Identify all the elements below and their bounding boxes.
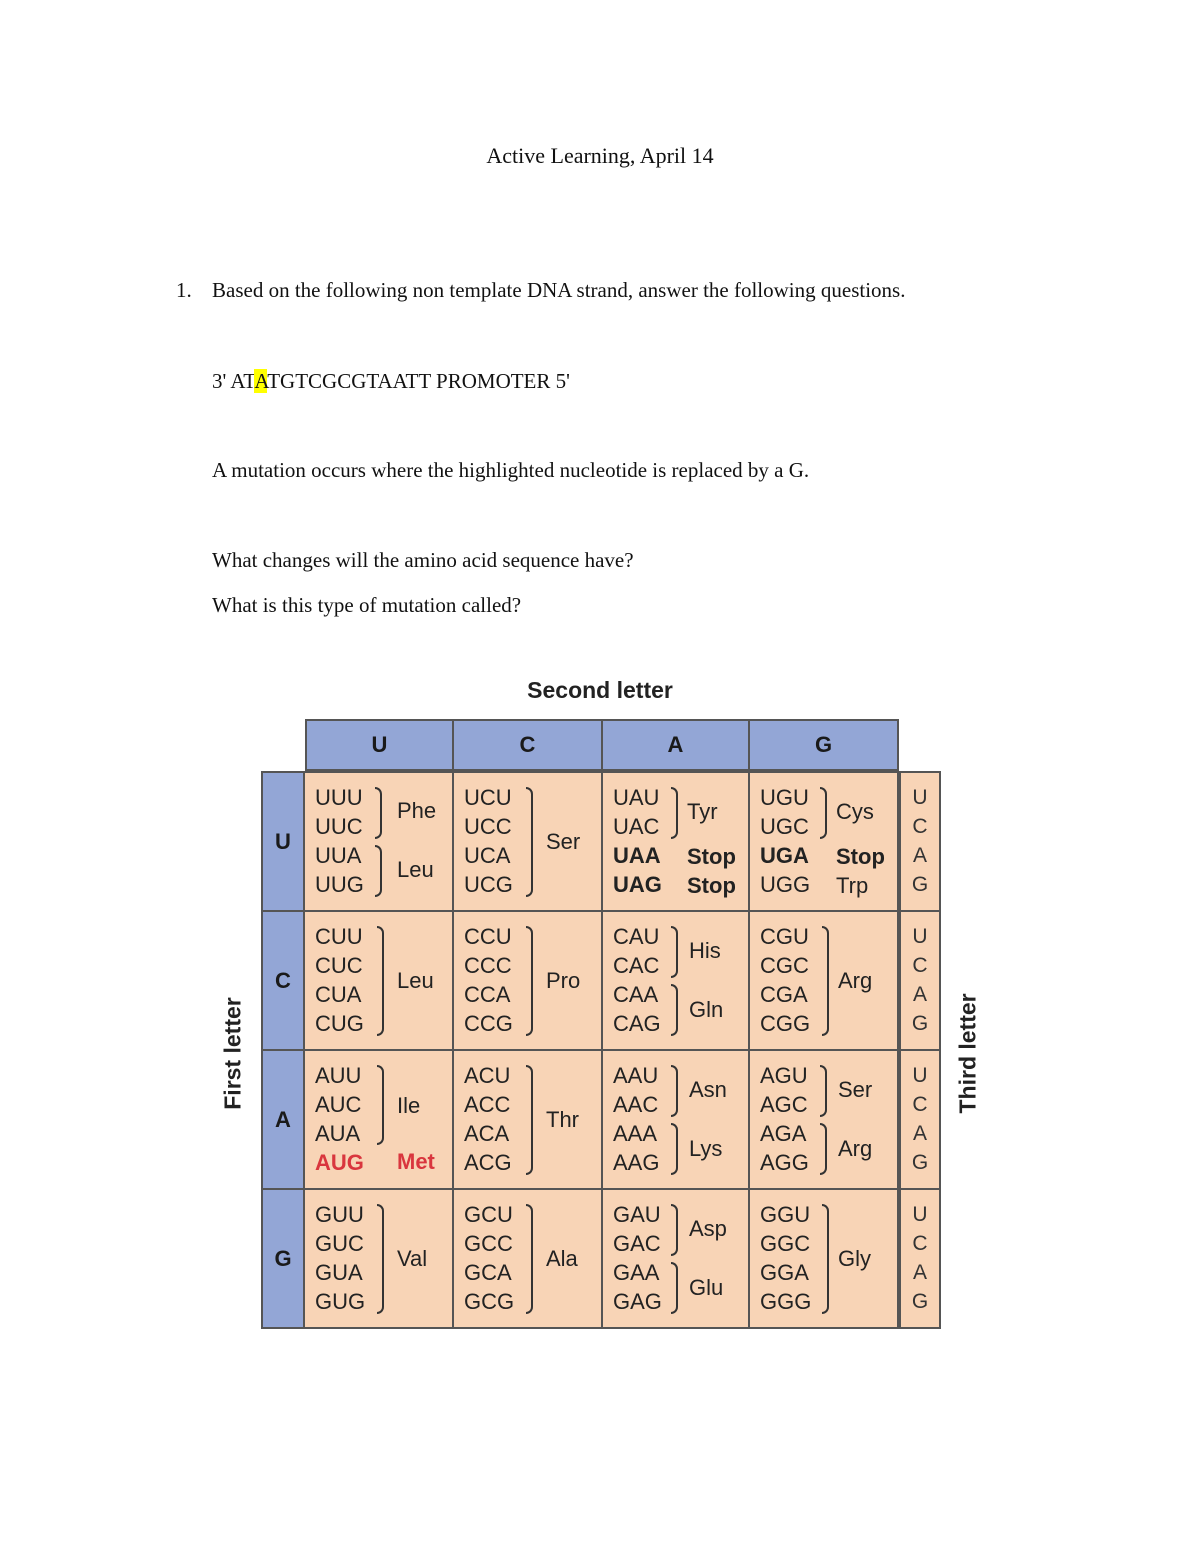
codon-cell-CG: [748, 910, 899, 1051]
third-letter-block: [899, 1049, 941, 1190]
amino-acid: Trp: [836, 873, 869, 898]
third-letter-block: [899, 771, 941, 912]
third-letter: U: [912, 785, 928, 809]
third-letter: U: [912, 924, 928, 948]
third-letter: A: [912, 1122, 927, 1146]
brace: [820, 1065, 827, 1117]
amino-acid: His: [689, 938, 721, 963]
codon: AUA: [315, 1121, 361, 1146]
codon: UAG: [613, 872, 662, 897]
third-letter: C: [912, 1092, 928, 1116]
codon: AGU: [760, 1063, 808, 1088]
stop-codon-label: Stop: [687, 844, 736, 869]
third-letter-block: [899, 910, 941, 1051]
codon-cell-GA: [601, 1188, 750, 1329]
codon: UAA: [613, 843, 661, 868]
brace: [377, 1204, 384, 1314]
amino-acid: Pro: [546, 968, 581, 993]
codon: UGA: [760, 843, 809, 868]
codon-cell-AA: [601, 1049, 750, 1190]
question-text: Based on the following non template DNA strand, answer the following questions.: [212, 278, 906, 302]
third-letter: U: [912, 1063, 928, 1087]
codon: CCA: [464, 982, 511, 1007]
third-letter: G: [911, 873, 929, 897]
codon-cell-GU: [303, 1188, 454, 1329]
brace: [526, 1065, 533, 1175]
brace: [526, 1204, 533, 1314]
codon: AGA: [760, 1121, 807, 1146]
third-letter: A: [912, 983, 927, 1007]
codon: CUC: [315, 953, 363, 978]
brace: [671, 1204, 678, 1256]
strand-suffix: TGTCGCGTAATT PROMOTER 5': [267, 369, 570, 393]
amino-acid: Cys: [836, 799, 874, 824]
third-letter: G: [911, 1012, 929, 1036]
codon: CAU: [613, 924, 660, 949]
amino-acid: Tyr: [687, 799, 718, 824]
codon: CUU: [315, 924, 363, 949]
codon: CCU: [464, 924, 512, 949]
second-letter-G: G: [748, 719, 899, 771]
codon: CUA: [315, 982, 362, 1007]
codon: ACU: [464, 1063, 511, 1088]
third-letter: C: [912, 814, 928, 838]
codon: GGU: [760, 1202, 811, 1227]
codon: UGU: [760, 785, 809, 810]
second-letter-C: C: [452, 719, 603, 771]
codon-cell-GG: [748, 1188, 899, 1329]
question-b: What is this type of mutation called?: [212, 593, 522, 617]
strand-prefix: 3' AT: [212, 369, 255, 393]
codon: GGA: [760, 1260, 809, 1285]
codon: ACG: [464, 1150, 512, 1175]
codon: CAA: [613, 982, 659, 1007]
codon: UUG: [315, 872, 364, 897]
page-title: Active Learning, April 14: [486, 143, 714, 168]
question-a: What changes will the amino acid sequence have?: [212, 548, 634, 572]
codon: AAC: [613, 1092, 659, 1117]
brace: [671, 1123, 678, 1175]
brace: [822, 1204, 829, 1314]
codon: UAU: [613, 785, 660, 810]
amino-acid: Asp: [689, 1216, 727, 1241]
codon: AAG: [613, 1150, 660, 1175]
codon: AGG: [760, 1150, 809, 1175]
third-letter: A: [912, 844, 927, 868]
brace: [375, 845, 382, 897]
codon: AAU: [613, 1063, 659, 1088]
amino-acid: Phe: [397, 798, 437, 823]
codon: CCC: [464, 953, 512, 978]
codon: CGC: [760, 953, 809, 978]
codon: CUG: [315, 1011, 364, 1036]
codon-cell-AU: [303, 1049, 454, 1190]
first-letter-U: U: [261, 771, 305, 912]
amino-acid: Arg: [838, 1136, 873, 1161]
codon: AGC: [760, 1092, 808, 1117]
brace: [375, 787, 382, 839]
codon: UAC: [613, 814, 660, 839]
amino-acid: Gln: [689, 997, 724, 1022]
highlighted-nucleotide: A: [254, 369, 268, 393]
codon-cell-AG: [748, 1049, 899, 1190]
amino-acid: Glu: [689, 1275, 724, 1300]
codon: GUG: [315, 1289, 366, 1314]
amino-acid: Val: [397, 1246, 428, 1271]
codon: UGC: [760, 814, 809, 839]
codon-cell-UC: [452, 771, 603, 912]
third-letter-block: [899, 1188, 941, 1329]
codon-cell-CA: [601, 910, 750, 1051]
codon-cell-UA: [601, 771, 750, 912]
brace: [671, 1065, 678, 1117]
amino-acid: Asn: [689, 1077, 727, 1102]
first-letter-A: A: [261, 1049, 305, 1190]
codon: GCC: [464, 1231, 513, 1256]
second-letter-A: A: [601, 719, 750, 771]
codon: UCU: [464, 785, 512, 810]
first-letter-G: G: [261, 1188, 305, 1329]
codon: UCC: [464, 814, 512, 839]
codon: UUC: [315, 814, 363, 839]
brace: [671, 1262, 678, 1314]
codon-cell-AC: [452, 1049, 603, 1190]
brace: [820, 787, 827, 839]
brace: [671, 984, 678, 1036]
amino-acid: Ile: [397, 1093, 421, 1118]
codon: ACC: [464, 1092, 511, 1117]
second-letter-U: U: [305, 719, 454, 771]
start-codon: AUG: [315, 1150, 364, 1175]
mutation-text: A mutation occurs where the highlighted nucleotide is replaced by a G.: [212, 458, 810, 482]
stop-codon-label: Stop: [687, 873, 736, 898]
first-letter-title: First letter: [219, 997, 246, 1110]
codon: GGG: [760, 1289, 812, 1314]
third-letter: G: [911, 1151, 929, 1175]
codon: CGU: [760, 924, 809, 949]
dna-strand: [212, 369, 570, 394]
codon: AUU: [315, 1063, 362, 1088]
question-number: 1.: [176, 278, 192, 302]
codon: ACA: [464, 1121, 510, 1146]
third-letter-title: Third letter: [954, 993, 981, 1114]
codon: GAU: [613, 1202, 661, 1227]
brace: [526, 787, 533, 897]
codon: GCA: [464, 1260, 512, 1285]
codon-cell-CC: [452, 910, 603, 1051]
codon: GGC: [760, 1231, 811, 1256]
codon: UUA: [315, 843, 362, 868]
codon: CAG: [613, 1011, 661, 1036]
brace: [671, 787, 678, 839]
codon: CAC: [613, 953, 660, 978]
codon: UCA: [464, 843, 511, 868]
third-letter: A: [912, 1261, 927, 1285]
third-letter: C: [912, 953, 928, 977]
codon: CGG: [760, 1011, 811, 1036]
brace: [526, 926, 533, 1036]
start-amino-acid: Met: [397, 1149, 435, 1174]
codon: GUA: [315, 1260, 363, 1285]
codon: GUU: [315, 1202, 364, 1227]
codon: AUC: [315, 1092, 362, 1117]
amino-acid: Ser: [546, 829, 581, 854]
codon-cell-UG: [748, 771, 899, 912]
third-letter: U: [912, 1202, 928, 1226]
codon: UUU: [315, 785, 363, 810]
second-letter-title: Second letter: [527, 677, 673, 703]
brace: [377, 1065, 384, 1145]
amino-acid: Thr: [546, 1107, 579, 1132]
amino-acid: Leu: [397, 968, 434, 993]
codon: GCU: [464, 1202, 513, 1227]
third-letter: C: [912, 1231, 928, 1255]
first-letter-C: C: [261, 910, 305, 1051]
brace: [820, 1123, 827, 1175]
codon-cell-UU: [303, 771, 454, 912]
codon: UGG: [760, 872, 811, 897]
codon: UCG: [464, 872, 513, 897]
codon: GAA: [613, 1260, 660, 1285]
amino-acid: Ala: [546, 1246, 578, 1271]
codon: CCG: [464, 1011, 513, 1036]
codon: GUC: [315, 1231, 364, 1256]
codon: AAA: [613, 1121, 658, 1146]
brace: [377, 926, 384, 1036]
codon: GCG: [464, 1289, 515, 1314]
codon-cell-CU: [303, 910, 454, 1051]
stop-codon-label: Stop: [836, 844, 885, 869]
amino-acid: Arg: [838, 968, 873, 993]
codon: CGA: [760, 982, 808, 1007]
amino-acid: Leu: [397, 857, 434, 882]
brace: [822, 926, 829, 1036]
codon: GAC: [613, 1231, 661, 1256]
amino-acid: Ser: [838, 1077, 873, 1102]
amino-acid: Gly: [838, 1246, 871, 1271]
third-letter: G: [911, 1290, 929, 1314]
codon-cell-GC: [452, 1188, 603, 1329]
codon: GAG: [613, 1289, 662, 1314]
amino-acid: Lys: [689, 1136, 723, 1161]
brace: [671, 926, 678, 978]
